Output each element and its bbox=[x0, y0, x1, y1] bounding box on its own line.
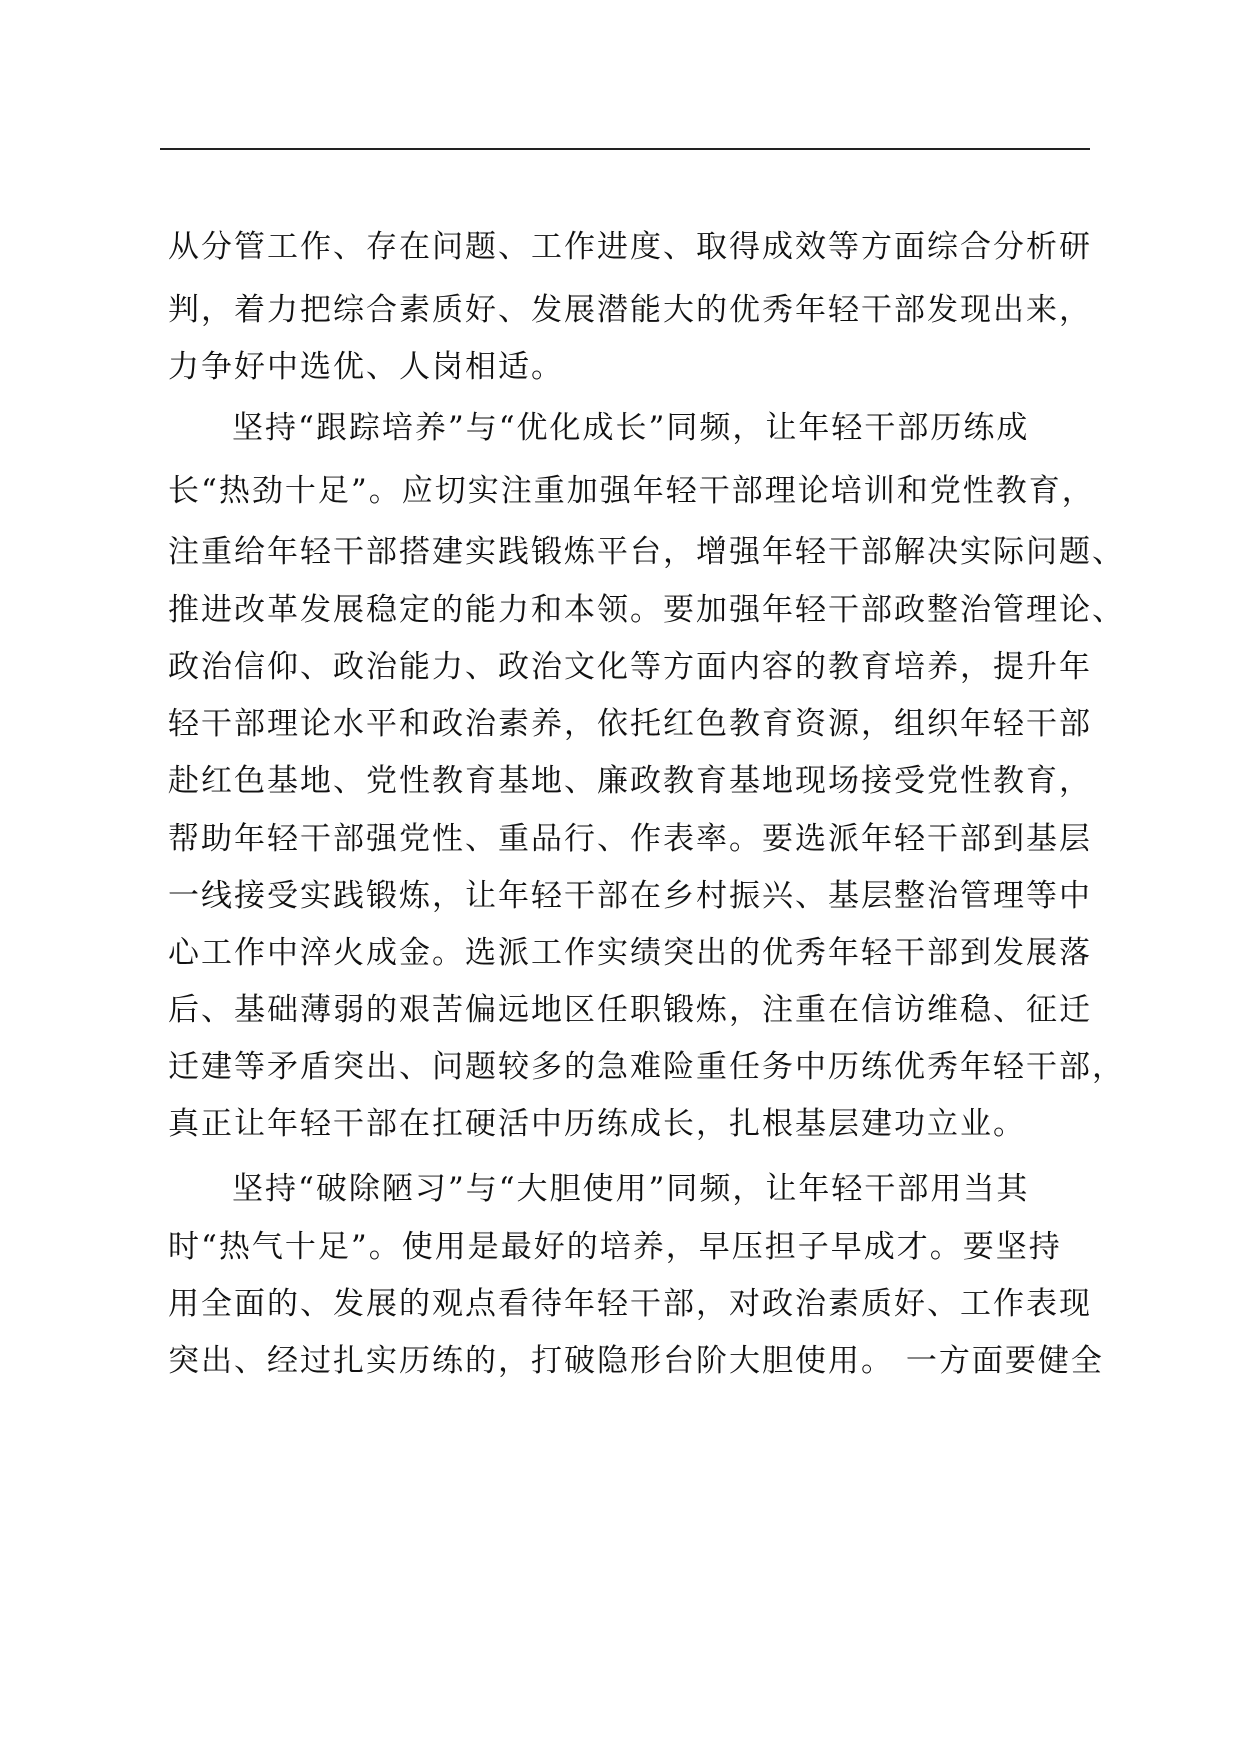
text-line: 判，着力把综合素质好、发展潜能大的优秀年轻干部发现出来， bbox=[168, 292, 1092, 328]
text-line: 后、基础薄弱的艰苦偏远地区任职锻炼，注重在信访维稳、征迁 bbox=[168, 992, 1092, 1028]
text-line: 从分管工作、存在问题、工作进度、取得成效等方面综合分析研 bbox=[168, 229, 1092, 265]
text-line: 帮助年轻干部强党性、重品行、作表率。要选派年轻干部到基层 bbox=[168, 821, 1092, 857]
paragraph-start-line: 坚持“破除陋习”与“大胆使用”同频，让年轻干部用当其 bbox=[232, 1171, 1030, 1207]
text-line: 长“热劲十足”。应切实注重加强年轻干部理论培训和党性教育， bbox=[168, 473, 1095, 509]
text-line: 突出、经过扎实历练的，打破隐形台阶大胆使用。 一方面要健全 bbox=[168, 1343, 1104, 1379]
text-line: 轻干部理论水平和政治素养，依托红色教育资源，组织年轻干部 bbox=[168, 706, 1092, 742]
text-line: 政治信仰、政治能力、政治文化等方面内容的教育培养，提升年 bbox=[168, 649, 1092, 685]
text-line: 一线接受实践锻炼，让年轻干部在乡村振兴、基层整治管理等中 bbox=[168, 878, 1092, 914]
text-line: 注重给年轻干部搭建实践锻炼平台，增强年轻干部解决实际问题、 bbox=[168, 534, 1125, 570]
text-line: 力争好中选优、人岗相适。 bbox=[168, 349, 564, 385]
text-line: 迁建等矛盾突出、问题较多的急难险重任务中历练优秀年轻干部， bbox=[168, 1049, 1125, 1085]
text-line: 心工作中淬火成金。选派工作实绩突出的优秀年轻干部到发展落 bbox=[168, 935, 1092, 971]
paragraph-start-line: 坚持“跟踪培养”与“优化成长”同频，让年轻干部历练成 bbox=[232, 410, 1030, 446]
text-line: 时“热气十足”。使用是最好的培养，早压担子早成才。要坚持 bbox=[168, 1229, 1062, 1265]
text-line: 真正让年轻干部在扛硬活中历练成长，扎根基层建功立业。 bbox=[168, 1106, 1026, 1142]
text-line: 推进改革发展稳定的能力和本领。要加强年轻干部政整治管理论、 bbox=[168, 592, 1125, 628]
text-line: 赴红色基地、党性教育基地、廉政教育基地现场接受党性教育， bbox=[168, 763, 1092, 799]
header-rule bbox=[160, 148, 1090, 150]
text-line: 用全面的、发展的观点看待年轻干部，对政治素质好、工作表现 bbox=[168, 1286, 1092, 1322]
